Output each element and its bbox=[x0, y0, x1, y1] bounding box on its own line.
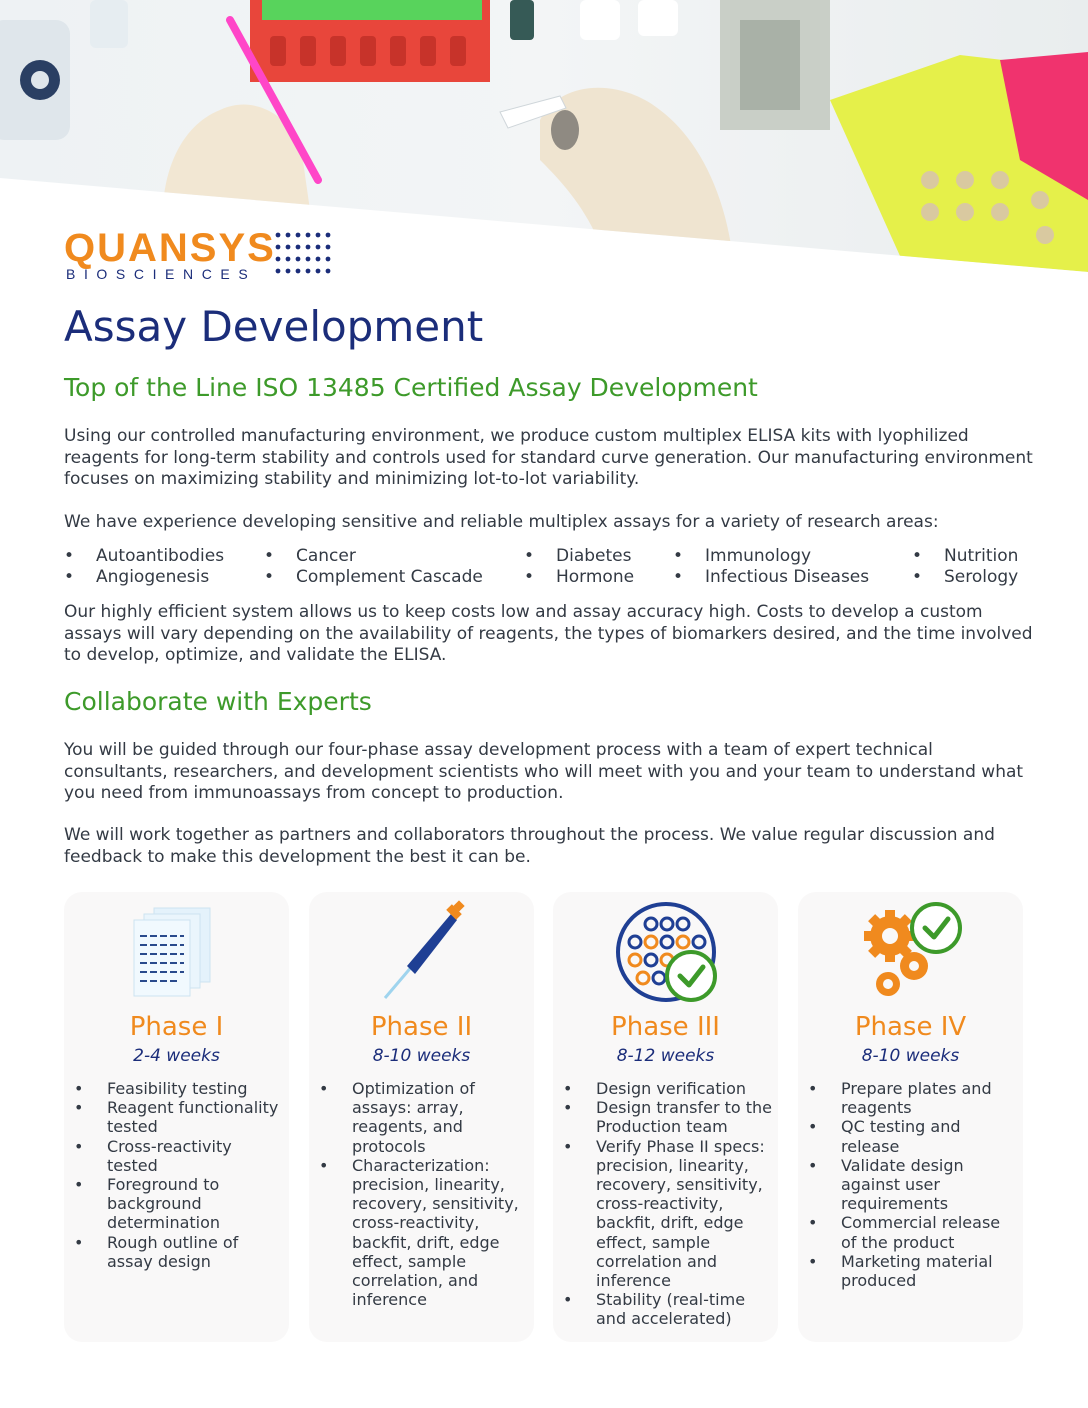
list-item: • Design verification bbox=[563, 1079, 773, 1098]
phase-task-list bbox=[808, 1079, 1018, 1290]
phase-task-list bbox=[563, 1079, 773, 1329]
list-item: • Optimization of assays: array, reagents, and protocols bbox=[319, 1079, 529, 1156]
list-item: • Commercial release of the product bbox=[808, 1213, 1018, 1251]
list-item: • Marketing material produced bbox=[808, 1252, 1018, 1290]
list-item: • Verify Phase II specs: precision, linearity, recovery, sensitivity, cross-reactivity, backfit, drift, edge effect, sample correlation and inference bbox=[563, 1137, 773, 1291]
list-item: • Reagent functionality tested bbox=[74, 1098, 284, 1136]
quansys-logo bbox=[64, 226, 334, 286]
pipette-icon bbox=[309, 900, 534, 1010]
phase-name: Phase IV bbox=[854, 1012, 967, 1042]
list-item: • Feasibility testing bbox=[74, 1079, 284, 1098]
phase-card-3 bbox=[553, 892, 778, 1342]
documents-icon bbox=[64, 900, 289, 1010]
list-item: • Cross-reactivity tested bbox=[74, 1137, 284, 1175]
section-heading-collaborate: Collaborate with Experts bbox=[64, 687, 372, 716]
list-item: • Design transfer to the Production team bbox=[563, 1098, 773, 1136]
logo-dot-grid-icon bbox=[274, 231, 334, 281]
phase-duration: 8-10 weeks bbox=[861, 1046, 960, 1066]
list-item: • Rough outline of assay design bbox=[74, 1233, 284, 1271]
phase-name: Phase III bbox=[611, 1012, 720, 1042]
phase-task-list bbox=[74, 1079, 284, 1271]
phase-task-list bbox=[319, 1079, 529, 1309]
list-item: • Stability (real-time and accelerated) bbox=[563, 1290, 773, 1328]
list-item: • Characterization: precision, linearity, recovery, sensitivity, cross-reactivity, backfit, drift, edge effect, sample correlation, and inference bbox=[319, 1156, 529, 1310]
gears-check-icon bbox=[798, 900, 1023, 1010]
collaborate-paragraph-2: We will work together as partners and collaborators throughout the process. We value regular discussion and feedback to make this development the best it can be. bbox=[64, 825, 995, 867]
collaborate-paragraph-1: You will be guided through our four-phase assay development process with a team of expert technical consultants, researchers, and development scientists who will meet with you and your team to understand what you need from immunoassays from concept to production. bbox=[64, 740, 1024, 803]
phase-card-2 bbox=[309, 892, 534, 1342]
phase-card-1 bbox=[64, 892, 289, 1342]
list-item: • Prepare plates and reagents bbox=[808, 1079, 1018, 1117]
section-heading-iso: Top of the Line ISO 13485 Certified Assay Development bbox=[64, 373, 758, 402]
research-areas-list: • Autoantibodies • Angiogenesis • Cancer • Complement Cascade • Diabetes • Hormone • Immunology • Infectious Diseases • Nutrition • Serology bbox=[64, 546, 1019, 587]
intro-paragraph: Using our controlled manufacturing environment, we produce custom multiplex ELISA kits with lyophilized reagents for long-term stability and controls used for standard curve generation. Our manufacturing environment focuses on maximizing stability and minimizing lot-to-lot variability. bbox=[64, 426, 1033, 489]
costs-paragraph: Our highly efficient system allows us to keep costs low and assay accuracy high. Costs to develop a custom assays will vary depending on the availability of reagents, the types of biomarkers desired, and the time involved to develop, optimize, and validate the ELISA. bbox=[64, 602, 1033, 665]
list-item: • Foreground to background determination bbox=[74, 1175, 284, 1233]
phase-duration: 8-12 weeks bbox=[616, 1046, 715, 1066]
research-areas-intro: We have experience developing sensitive and reliable multiplex assays for a variety of research areas: bbox=[64, 512, 939, 532]
list-item: • QC testing and release bbox=[808, 1117, 1018, 1155]
logo-wordmark: QUANSYS bbox=[64, 226, 276, 270]
phase-name: Phase II bbox=[370, 1012, 473, 1042]
list-item: • Validate design against user requirements bbox=[808, 1156, 1018, 1214]
page-title: Assay Development bbox=[64, 302, 484, 351]
well-plate-check-icon bbox=[553, 900, 778, 1010]
phase-duration: 8-10 weeks bbox=[372, 1046, 471, 1066]
logo-subtitle: BIOSCIENCES bbox=[66, 266, 257, 282]
phase-duration: 2-4 weeks bbox=[133, 1046, 220, 1066]
phase-card-4 bbox=[798, 892, 1023, 1342]
phase-name: Phase I bbox=[129, 1012, 224, 1042]
